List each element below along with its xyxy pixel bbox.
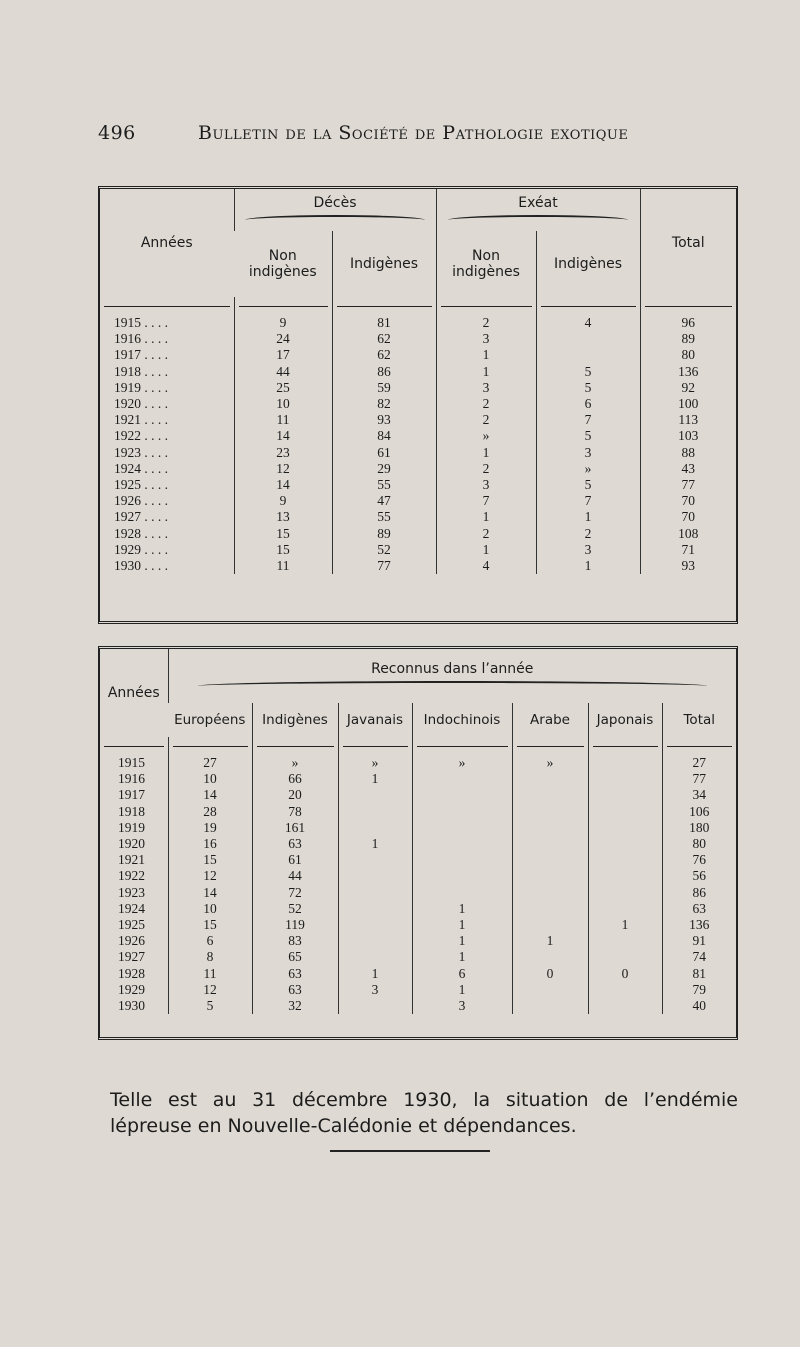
value-cell: 78	[252, 804, 338, 820]
value-cell: 7	[436, 493, 536, 509]
value-cell: 3	[412, 998, 512, 1014]
value-cell	[536, 347, 640, 363]
value-cell: 6	[536, 396, 640, 412]
year-cell: 1923 . . . .	[114, 444, 168, 460]
value-cell: 1	[512, 933, 588, 949]
value-cell	[588, 868, 662, 884]
col-header-annees-2: Années	[107, 685, 160, 701]
value-cell: 1	[536, 509, 640, 525]
value-cell: 5	[536, 428, 640, 444]
value-cell: 8	[168, 949, 252, 965]
value-cell: 63	[252, 982, 338, 998]
value-cell: 12	[168, 868, 252, 884]
value-cell: 44	[234, 364, 332, 380]
value-cell: 63	[662, 901, 736, 917]
value-cell: »	[412, 755, 512, 771]
value-cell: 3	[436, 380, 536, 396]
value-cell	[588, 852, 662, 868]
year-cell: 1917 . . . .	[114, 347, 168, 363]
value-cell: 17	[234, 347, 332, 363]
value-cell	[338, 917, 412, 933]
year-cell: 1926 . . . .	[114, 493, 168, 509]
table-row	[100, 347, 736, 363]
col-header-indigenes-exeat: Indigènes	[536, 231, 640, 297]
value-cell	[338, 820, 412, 836]
value-cell	[338, 804, 412, 820]
table-row	[100, 509, 736, 525]
value-cell: 27	[662, 755, 736, 771]
value-cell: 82	[332, 396, 436, 412]
value-cell	[536, 331, 640, 347]
year-cell: 1919	[118, 819, 145, 835]
table-row	[100, 982, 736, 998]
table-row	[100, 461, 736, 477]
year-cell: 1927	[118, 949, 145, 965]
value-cell: 4	[536, 315, 640, 331]
value-cell: 55	[332, 509, 436, 525]
value-cell	[338, 998, 412, 1014]
value-cell: 106	[662, 804, 736, 820]
year-cell: 1918 . . . .	[114, 363, 168, 379]
value-cell: 5	[536, 477, 640, 493]
value-cell	[512, 901, 588, 917]
brace-deces	[245, 215, 424, 225]
year-cell: 1920 . . . .	[114, 396, 168, 412]
value-cell: 108	[640, 526, 736, 542]
value-cell: 10	[168, 901, 252, 917]
end-rule	[330, 1150, 490, 1152]
table-reconnus	[98, 646, 738, 1040]
value-cell: 44	[252, 868, 338, 884]
value-cell: 2	[436, 526, 536, 542]
group-header-deces	[234, 189, 436, 231]
value-cell: 7	[536, 493, 640, 509]
year-cell: 1924	[118, 900, 145, 916]
value-cell: 12	[168, 982, 252, 998]
value-cell: 81	[662, 966, 736, 982]
value-cell: 12	[234, 461, 332, 477]
year-cell: 1916 . . . .	[114, 331, 168, 347]
value-cell: 40	[662, 998, 736, 1014]
table-row	[100, 755, 736, 771]
value-cell: 13	[234, 509, 332, 525]
value-cell	[338, 868, 412, 884]
table-row	[100, 868, 736, 884]
value-cell: 3	[436, 331, 536, 347]
value-cell: 80	[662, 836, 736, 852]
value-cell: 59	[332, 380, 436, 396]
col-header-non-indigenes-deces: Non indigènes	[248, 248, 317, 280]
value-cell: 91	[662, 933, 736, 949]
value-cell: 0	[588, 966, 662, 982]
value-cell: 19	[168, 820, 252, 836]
value-cell: 63	[252, 966, 338, 982]
col-header-japonais: Japonais	[588, 703, 662, 737]
year-cell: 1921 . . . .	[114, 412, 168, 428]
col-header-indigenes-deces: Indigènes	[332, 231, 436, 297]
value-cell: 84	[332, 428, 436, 444]
value-cell: 136	[640, 364, 736, 380]
table-row	[100, 315, 736, 331]
value-cell	[588, 998, 662, 1014]
value-cell: 74	[662, 949, 736, 965]
value-cell: 3	[536, 542, 640, 558]
table-row	[100, 933, 736, 949]
table-row	[100, 852, 736, 868]
col-header-arabe: Arabe	[512, 703, 588, 737]
col-header-indochinois: Indochinois	[412, 703, 512, 737]
table-row	[100, 901, 736, 917]
value-cell: 15	[168, 852, 252, 868]
value-cell: 1	[412, 917, 512, 933]
exeat-label: Exéat	[518, 195, 558, 211]
value-cell: 161	[252, 820, 338, 836]
year-cell: 1923	[118, 884, 145, 900]
year-cell: 1925	[118, 917, 145, 933]
value-cell: 77	[640, 477, 736, 493]
value-cell	[512, 787, 588, 803]
value-cell: 25	[234, 380, 332, 396]
year-cell: 1918	[118, 803, 145, 819]
value-cell: 14	[168, 787, 252, 803]
value-cell: 11	[234, 412, 332, 428]
value-cell	[338, 852, 412, 868]
table-row	[100, 477, 736, 493]
value-cell	[338, 901, 412, 917]
value-cell: 5	[536, 364, 640, 380]
value-cell: 20	[252, 787, 338, 803]
table-row	[100, 493, 736, 509]
value-cell: 66	[252, 771, 338, 787]
value-cell: 61	[332, 445, 436, 461]
brace-exeat	[448, 215, 629, 225]
table-row	[100, 364, 736, 380]
year-cell: 1922	[118, 868, 145, 884]
value-cell: 27	[168, 755, 252, 771]
deces-label: Décès	[313, 195, 357, 211]
value-cell: »	[436, 428, 536, 444]
value-cell	[512, 949, 588, 965]
value-cell	[588, 755, 662, 771]
value-cell: 1	[436, 364, 536, 380]
value-cell: 4	[436, 558, 536, 574]
value-cell: 1	[338, 771, 412, 787]
value-cell: 1	[436, 347, 536, 363]
value-cell: 52	[332, 542, 436, 558]
value-cell: 55	[332, 477, 436, 493]
year-cell: 1927 . . . .	[114, 509, 168, 525]
table-row	[100, 428, 736, 444]
value-cell	[338, 949, 412, 965]
value-cell: 86	[662, 885, 736, 901]
value-cell: 28	[168, 804, 252, 820]
value-cell: 70	[640, 509, 736, 525]
table-row	[100, 396, 736, 412]
year-cell: 1922 . . . .	[114, 428, 168, 444]
value-cell: 1	[436, 445, 536, 461]
value-cell	[512, 982, 588, 998]
value-cell: 76	[662, 852, 736, 868]
year-cell: 1916	[118, 771, 145, 787]
value-cell: 14	[234, 428, 332, 444]
table-row	[100, 917, 736, 933]
value-cell: »	[252, 755, 338, 771]
year-cell: 1929 . . . .	[114, 541, 168, 557]
value-cell: 1	[436, 542, 536, 558]
value-cell	[588, 933, 662, 949]
table-row	[100, 787, 736, 803]
year-cell: 1930	[118, 998, 145, 1014]
value-cell: 3	[536, 445, 640, 461]
value-cell: 2	[436, 412, 536, 428]
value-cell	[412, 836, 512, 852]
table-row	[100, 804, 736, 820]
value-cell: 43	[640, 461, 736, 477]
value-cell	[338, 787, 412, 803]
value-cell: 2	[436, 315, 536, 331]
year-cell: 1930 . . . .	[114, 558, 168, 574]
value-cell	[588, 804, 662, 820]
col-header-non-indigenes-exeat: Non indigènes	[436, 231, 536, 297]
value-cell: 14	[168, 885, 252, 901]
value-cell: 63	[252, 836, 338, 852]
value-cell: 180	[662, 820, 736, 836]
value-cell: 70	[640, 493, 736, 509]
table-row	[100, 331, 736, 347]
value-cell: 3	[436, 477, 536, 493]
value-cell: 6	[412, 966, 512, 982]
table-row	[100, 771, 736, 787]
value-cell: 88	[640, 445, 736, 461]
value-cell: 10	[168, 771, 252, 787]
value-cell: 0	[512, 966, 588, 982]
value-cell: 89	[332, 526, 436, 542]
value-cell: 5	[536, 380, 640, 396]
value-cell: 80	[640, 347, 736, 363]
year-cell: 1920	[118, 836, 145, 852]
value-cell: 83	[252, 933, 338, 949]
reconnus-label: Reconnus dans l’année	[371, 661, 534, 677]
col-header-indigenes-2: Indigènes	[252, 703, 338, 737]
value-cell: 56	[662, 868, 736, 884]
group-header-exeat	[436, 189, 640, 231]
value-cell: 65	[252, 949, 338, 965]
value-cell: 2	[436, 461, 536, 477]
value-cell	[512, 917, 588, 933]
value-cell: 9	[234, 493, 332, 509]
col-header-europeens: Européens	[174, 712, 246, 728]
value-cell: 16	[168, 836, 252, 852]
year-cell: 1917	[118, 787, 145, 803]
value-cell: 136	[662, 917, 736, 933]
value-cell: 1	[412, 901, 512, 917]
value-cell: 7	[536, 412, 640, 428]
value-cell: 10	[234, 396, 332, 412]
value-cell: 9	[234, 315, 332, 331]
table-row	[100, 558, 736, 574]
year-cell: 1926	[118, 933, 145, 949]
value-cell	[588, 949, 662, 965]
value-cell	[512, 885, 588, 901]
value-cell: 71	[640, 542, 736, 558]
table1-body	[100, 315, 736, 574]
table2-body	[100, 755, 736, 1014]
table-row	[100, 542, 736, 558]
value-cell	[588, 982, 662, 998]
brace-reconnus	[198, 681, 707, 691]
value-cell	[412, 804, 512, 820]
year-cell: 1915 . . . .	[114, 315, 168, 330]
value-cell	[338, 933, 412, 949]
value-cell: 34	[662, 787, 736, 803]
group-header-reconnus	[168, 649, 736, 703]
value-cell	[588, 836, 662, 852]
page-number: 496	[98, 122, 136, 144]
value-cell	[512, 868, 588, 884]
year-cell: 1928 . . . .	[114, 525, 168, 541]
value-cell	[412, 885, 512, 901]
year-cell: 1919 . . . .	[114, 379, 168, 395]
value-cell: 81	[332, 315, 436, 331]
value-cell: 14	[234, 477, 332, 493]
table-row	[100, 820, 736, 836]
value-cell: 62	[332, 347, 436, 363]
value-cell	[512, 771, 588, 787]
value-cell: 2	[436, 396, 536, 412]
value-cell: 2	[536, 526, 640, 542]
value-cell: 1	[412, 949, 512, 965]
value-cell: 113	[640, 412, 736, 428]
table-row	[100, 412, 736, 428]
value-cell: 3	[338, 982, 412, 998]
value-cell	[412, 820, 512, 836]
value-cell	[512, 836, 588, 852]
value-cell: 1	[412, 933, 512, 949]
value-cell	[588, 901, 662, 917]
value-cell: 11	[234, 558, 332, 574]
value-cell: 47	[332, 493, 436, 509]
table-row	[100, 949, 736, 965]
value-cell	[588, 820, 662, 836]
value-cell: »	[338, 755, 412, 771]
value-cell	[412, 852, 512, 868]
value-cell: 1	[338, 836, 412, 852]
value-cell	[338, 885, 412, 901]
table-row	[100, 966, 736, 982]
value-cell: 23	[234, 445, 332, 461]
value-cell: 77	[332, 558, 436, 574]
value-cell	[412, 787, 512, 803]
value-cell	[412, 771, 512, 787]
table-row	[100, 836, 736, 852]
value-cell	[412, 868, 512, 884]
col-header-total: Total	[640, 189, 736, 297]
value-cell: 62	[332, 331, 436, 347]
year-cell: 1921	[118, 852, 145, 868]
value-cell: 86	[332, 364, 436, 380]
value-cell: 15	[234, 542, 332, 558]
year-cell: 1924 . . . .	[114, 460, 168, 476]
year-cell: 1928	[118, 965, 145, 981]
value-cell	[588, 771, 662, 787]
value-cell	[512, 998, 588, 1014]
table-row	[100, 998, 736, 1014]
closing-paragraph: Telle est au 31 décembre 1930, la situation de l’endémie lépreuse en Nouvelle-Calédonie et dépendances.	[110, 1089, 738, 1137]
value-cell: 1	[436, 509, 536, 525]
value-cell: 77	[662, 771, 736, 787]
table-row	[100, 445, 736, 461]
value-cell: 72	[252, 885, 338, 901]
value-cell: »	[536, 461, 640, 477]
value-cell: 1	[536, 558, 640, 574]
value-cell	[512, 820, 588, 836]
value-cell	[588, 787, 662, 803]
value-cell: 103	[640, 428, 736, 444]
table-row	[100, 885, 736, 901]
col-header-total-2: Total	[662, 703, 736, 737]
value-cell: 93	[332, 412, 436, 428]
value-cell: 1	[588, 917, 662, 933]
value-cell	[512, 804, 588, 820]
value-cell: 24	[234, 331, 332, 347]
col-header-annees: Années	[140, 235, 193, 251]
table-row	[100, 380, 736, 396]
year-cell: 1925 . . . .	[114, 477, 168, 493]
value-cell: 79	[662, 982, 736, 998]
value-cell: 119	[252, 917, 338, 933]
value-cell: 32	[252, 998, 338, 1014]
value-cell: 89	[640, 331, 736, 347]
value-cell: 29	[332, 461, 436, 477]
table-row	[100, 526, 736, 542]
value-cell: 93	[640, 558, 736, 574]
year-cell: 1915	[118, 755, 145, 770]
table-deces-exeat	[98, 186, 738, 624]
value-cell: 61	[252, 852, 338, 868]
value-cell: 15	[234, 526, 332, 542]
value-cell: 5	[168, 998, 252, 1014]
value-cell: 52	[252, 901, 338, 917]
value-cell: 92	[640, 380, 736, 396]
value-cell: 1	[412, 982, 512, 998]
value-cell: 100	[640, 396, 736, 412]
value-cell: 1	[338, 966, 412, 982]
running-title: Bulletin de la Société de Pathologie exotique	[198, 122, 629, 144]
year-cell: 1929	[118, 981, 145, 997]
col-header-javanais: Javanais	[338, 703, 412, 737]
value-cell: 15	[168, 917, 252, 933]
value-cell	[588, 885, 662, 901]
value-cell: 6	[168, 933, 252, 949]
value-cell	[512, 852, 588, 868]
value-cell: 96	[640, 315, 736, 331]
value-cell: »	[512, 755, 588, 771]
value-cell: 11	[168, 966, 252, 982]
